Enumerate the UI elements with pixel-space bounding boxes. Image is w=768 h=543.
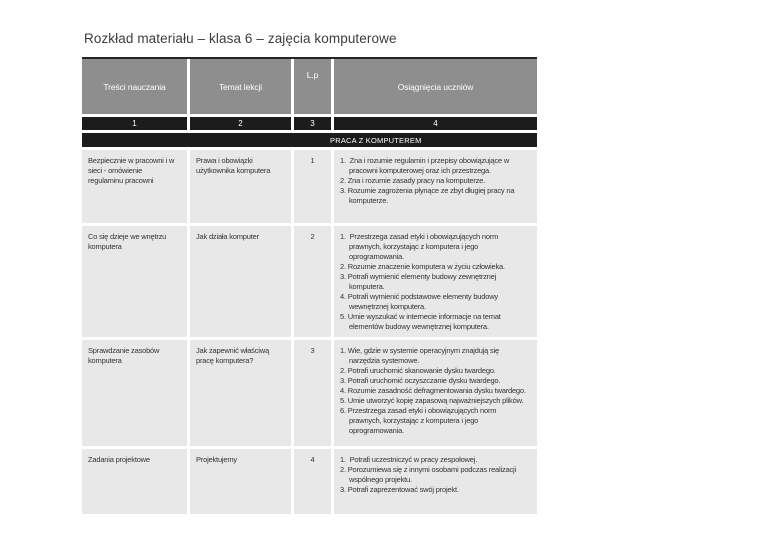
achievement-item: 5. Umie wyszukać w internecie informacje na temat elementów budowy wewnętrznej komputera. — [340, 312, 501, 331]
column-number-4: 4 — [334, 117, 537, 130]
cell-osiagniecia-uczniow — [334, 150, 537, 223]
achievement-item: 3. Rozumie zagrożenia płynące ze zbyt długiej pracy na komputerze. — [340, 186, 515, 205]
table-row — [82, 150, 537, 223]
document-title: Rozkład materiału – klasa 6 – zajęcia komputerowe — [84, 31, 397, 46]
achievement-item: 6. Przestrzega zasad etyki i obowiązujących norm prawnych, korzystając z komputera i jego oprogramowania. — [340, 406, 497, 435]
column-header-osiagniecia-uczniow: Osiągnięcia uczniów — [334, 59, 537, 114]
cell-lp: 3 — [294, 340, 331, 446]
achievement-item: 1. Potrafi uczestniczyć w pracy zespołowej. — [340, 455, 478, 464]
material-table — [82, 57, 537, 514]
cell-lp: 4 — [294, 449, 331, 514]
table-body — [82, 150, 537, 514]
cell-tresci-nauczania: Sprawdzanie zasobów komputera — [82, 340, 187, 446]
column-number-1: 1 — [82, 117, 187, 130]
cell-lp: 2 — [294, 226, 331, 337]
achievement-item: 4. Potrafi wymienić podstawowe elementy budowy wewnętrznej komputera. — [340, 292, 498, 311]
achievement-item: 5. Umie utworzyć kopię zapasową najważniejszych plików. — [340, 396, 524, 405]
column-header-temat-lekcji: Temat lekcji — [190, 59, 291, 114]
achievement-item: 1. Zna i rozumie regulamin i przepisy obowiązujące w pracowni komputerowej oraz ich przestrzega. — [340, 156, 510, 175]
achievement-item: 2. Zna i rozumie zasady pracy na komputerze. — [340, 176, 486, 185]
cell-lp: 1 — [294, 150, 331, 223]
cell-osiagniecia-uczniow — [334, 340, 537, 446]
column-number-3: 3 — [294, 117, 331, 130]
cell-osiagniecia-uczniow — [334, 226, 537, 337]
column-number-2: 2 — [190, 117, 291, 130]
section-header-row — [82, 133, 537, 147]
cell-tresci-nauczania: Zadania projektowe — [82, 449, 187, 514]
column-header-tresci-nauczania: Treści nauczania — [82, 59, 187, 114]
cell-temat-lekcji: Projektujemy — [190, 449, 291, 514]
achievement-item: 1. Przestrzega zasad etyki i obowiązujących norm prawnych, korzystając z komputera i jego oprogramowania. — [340, 232, 499, 261]
achievement-item: 3. Potrafi uruchomić oczyszczanie dysku twardego. — [340, 376, 501, 385]
cell-temat-lekcji: Prawa i obowiązki użytkownika komputera — [190, 150, 291, 223]
cell-temat-lekcji: Jak działa komputer — [190, 226, 291, 337]
cell-tresci-nauczania: Bezpiecznie w pracowni i w sieci - omówienie regulaminu pracowni — [82, 150, 187, 223]
achievement-item: 2. Porozumiewa się z innymi osobami podczas realizacji wspólnego projektu. — [340, 465, 516, 484]
table-header-row — [82, 59, 537, 114]
achievement-item: 1. Wie, gdzie w systemie operacyjnym znajdują się narzędzia systemowe. — [340, 346, 500, 365]
table-row — [82, 449, 537, 514]
table-row — [82, 226, 537, 337]
section-title: PRACA Z KOMPUTEREM — [330, 135, 422, 145]
achievement-item: 2. Rozumie znaczenie komputera w życiu człowieka. — [340, 262, 505, 271]
column-header-lp: L.p — [294, 59, 331, 114]
cell-tresci-nauczania: Co się dzieje we wnętrzu komputera — [82, 226, 187, 337]
cell-temat-lekcji: Jak zapewnić właściwą pracę komputera? — [190, 340, 291, 446]
achievement-item: 3. Potrafi zaprezentować swój projekt. — [340, 485, 459, 494]
column-numbers-row — [82, 117, 537, 130]
cell-osiagniecia-uczniow — [334, 449, 537, 514]
achievement-item: 2. Potrafi uruchomić skanowanie dysku twardego. — [340, 366, 496, 375]
table-row — [82, 340, 537, 446]
achievement-item: 3. Potrafi wymienić elementy budowy zewnętrznej komputera. — [340, 272, 497, 291]
achievement-item: 4. Rozumie zasadność defragmentowania dysku twardego. — [340, 386, 526, 395]
